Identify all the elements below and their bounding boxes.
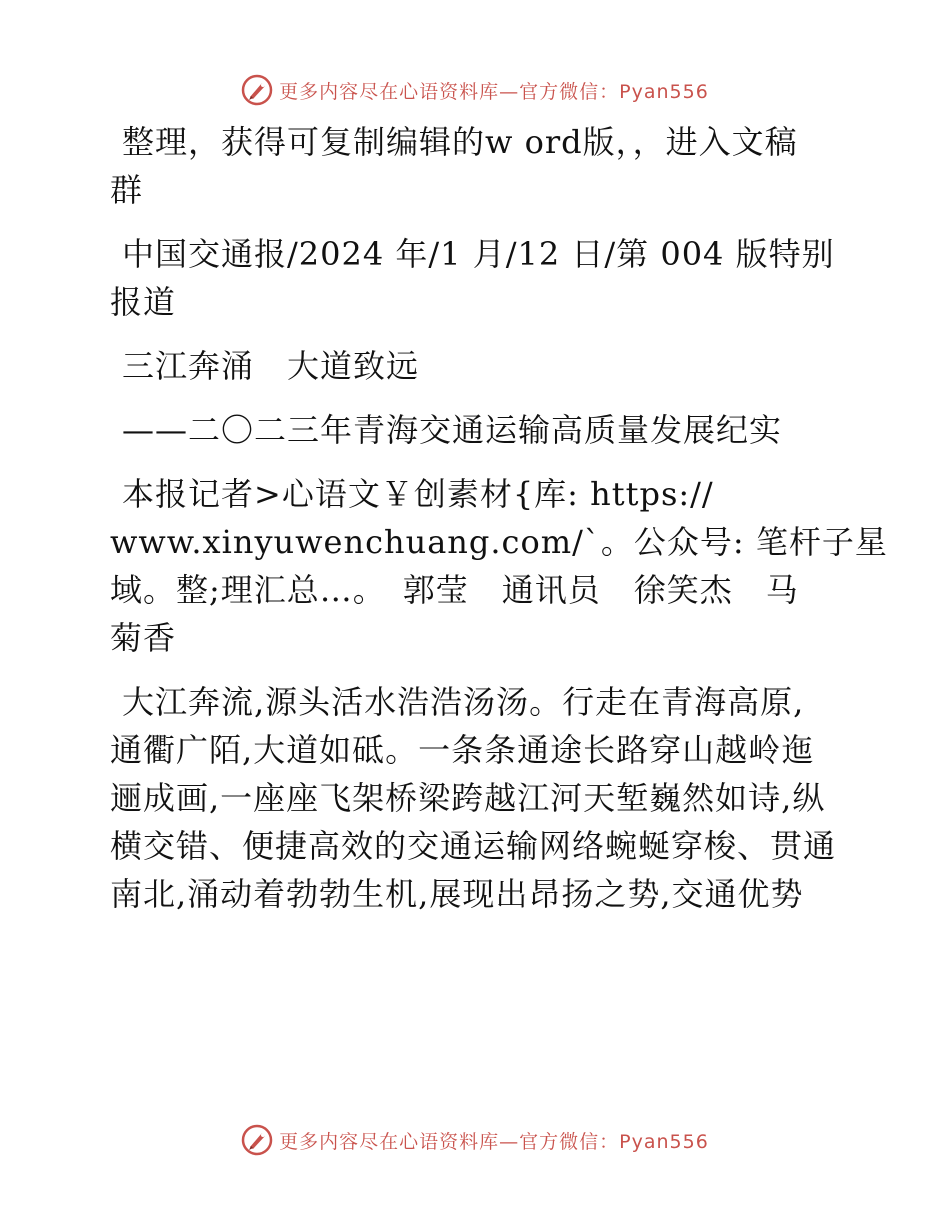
text-line: 三江奔涌 大道致远	[122, 347, 420, 385]
quill-pen-logo-icon	[241, 74, 273, 106]
text-line: 本报记者>心语文￥创素材{库: https://	[122, 475, 714, 513]
text-line: 横交错、便捷高效的交通运输网络蜿蜒穿梭、贯通	[110, 827, 837, 865]
wechat-id: Pyan556	[619, 80, 709, 103]
text-line: 群	[110, 171, 144, 209]
text-line: 大江奔流,源头活水浩浩汤汤。行走在青海高原,	[122, 683, 805, 721]
paragraph	[98, 678, 858, 918]
wechat-id: Pyan556	[619, 1130, 709, 1153]
banner-text: 更多内容尽在心语资料库—官方微信：Pyan556	[279, 80, 709, 103]
header-banner	[0, 70, 950, 110]
text-line: 菊香	[110, 619, 177, 657]
paragraph	[98, 230, 858, 326]
paragraph	[98, 406, 858, 454]
document-body	[98, 118, 888, 934]
text-line: 中国交通报/2024 年/1 月/12 日/第 004 版特别	[122, 235, 835, 273]
text-line: 域。整;理汇总…。 郭莹 通讯员 徐笑杰 马	[110, 571, 799, 609]
text-line: 逦成画,一座座飞架桥梁跨越江河天堑巍然如诗,纵	[110, 779, 826, 817]
text-line: 通衢广陌,大道如砥。一条条通途长路穿山越岭迤	[110, 731, 815, 769]
paragraph	[98, 470, 888, 662]
text-line: 报道	[110, 283, 177, 321]
banner-text: 更多内容尽在心语资料库—官方微信：Pyan556	[279, 1130, 709, 1153]
text-line: 南北,涌动着勃勃生机,展现出昂扬之势,交通优势	[110, 875, 804, 913]
paragraph	[98, 342, 858, 390]
footer-banner	[0, 1120, 950, 1160]
text-line: www.xinyuwenchuang.com/`。公众号: 笔杆子星	[110, 523, 888, 561]
quill-pen-logo-icon	[241, 1124, 273, 1156]
text-line: ——二〇二三年青海交通运输高质量发展纪实	[122, 411, 783, 449]
text-line: 整理，获得可复制编辑的w ord版，，进入文稿	[122, 123, 798, 161]
paragraph	[98, 118, 858, 214]
